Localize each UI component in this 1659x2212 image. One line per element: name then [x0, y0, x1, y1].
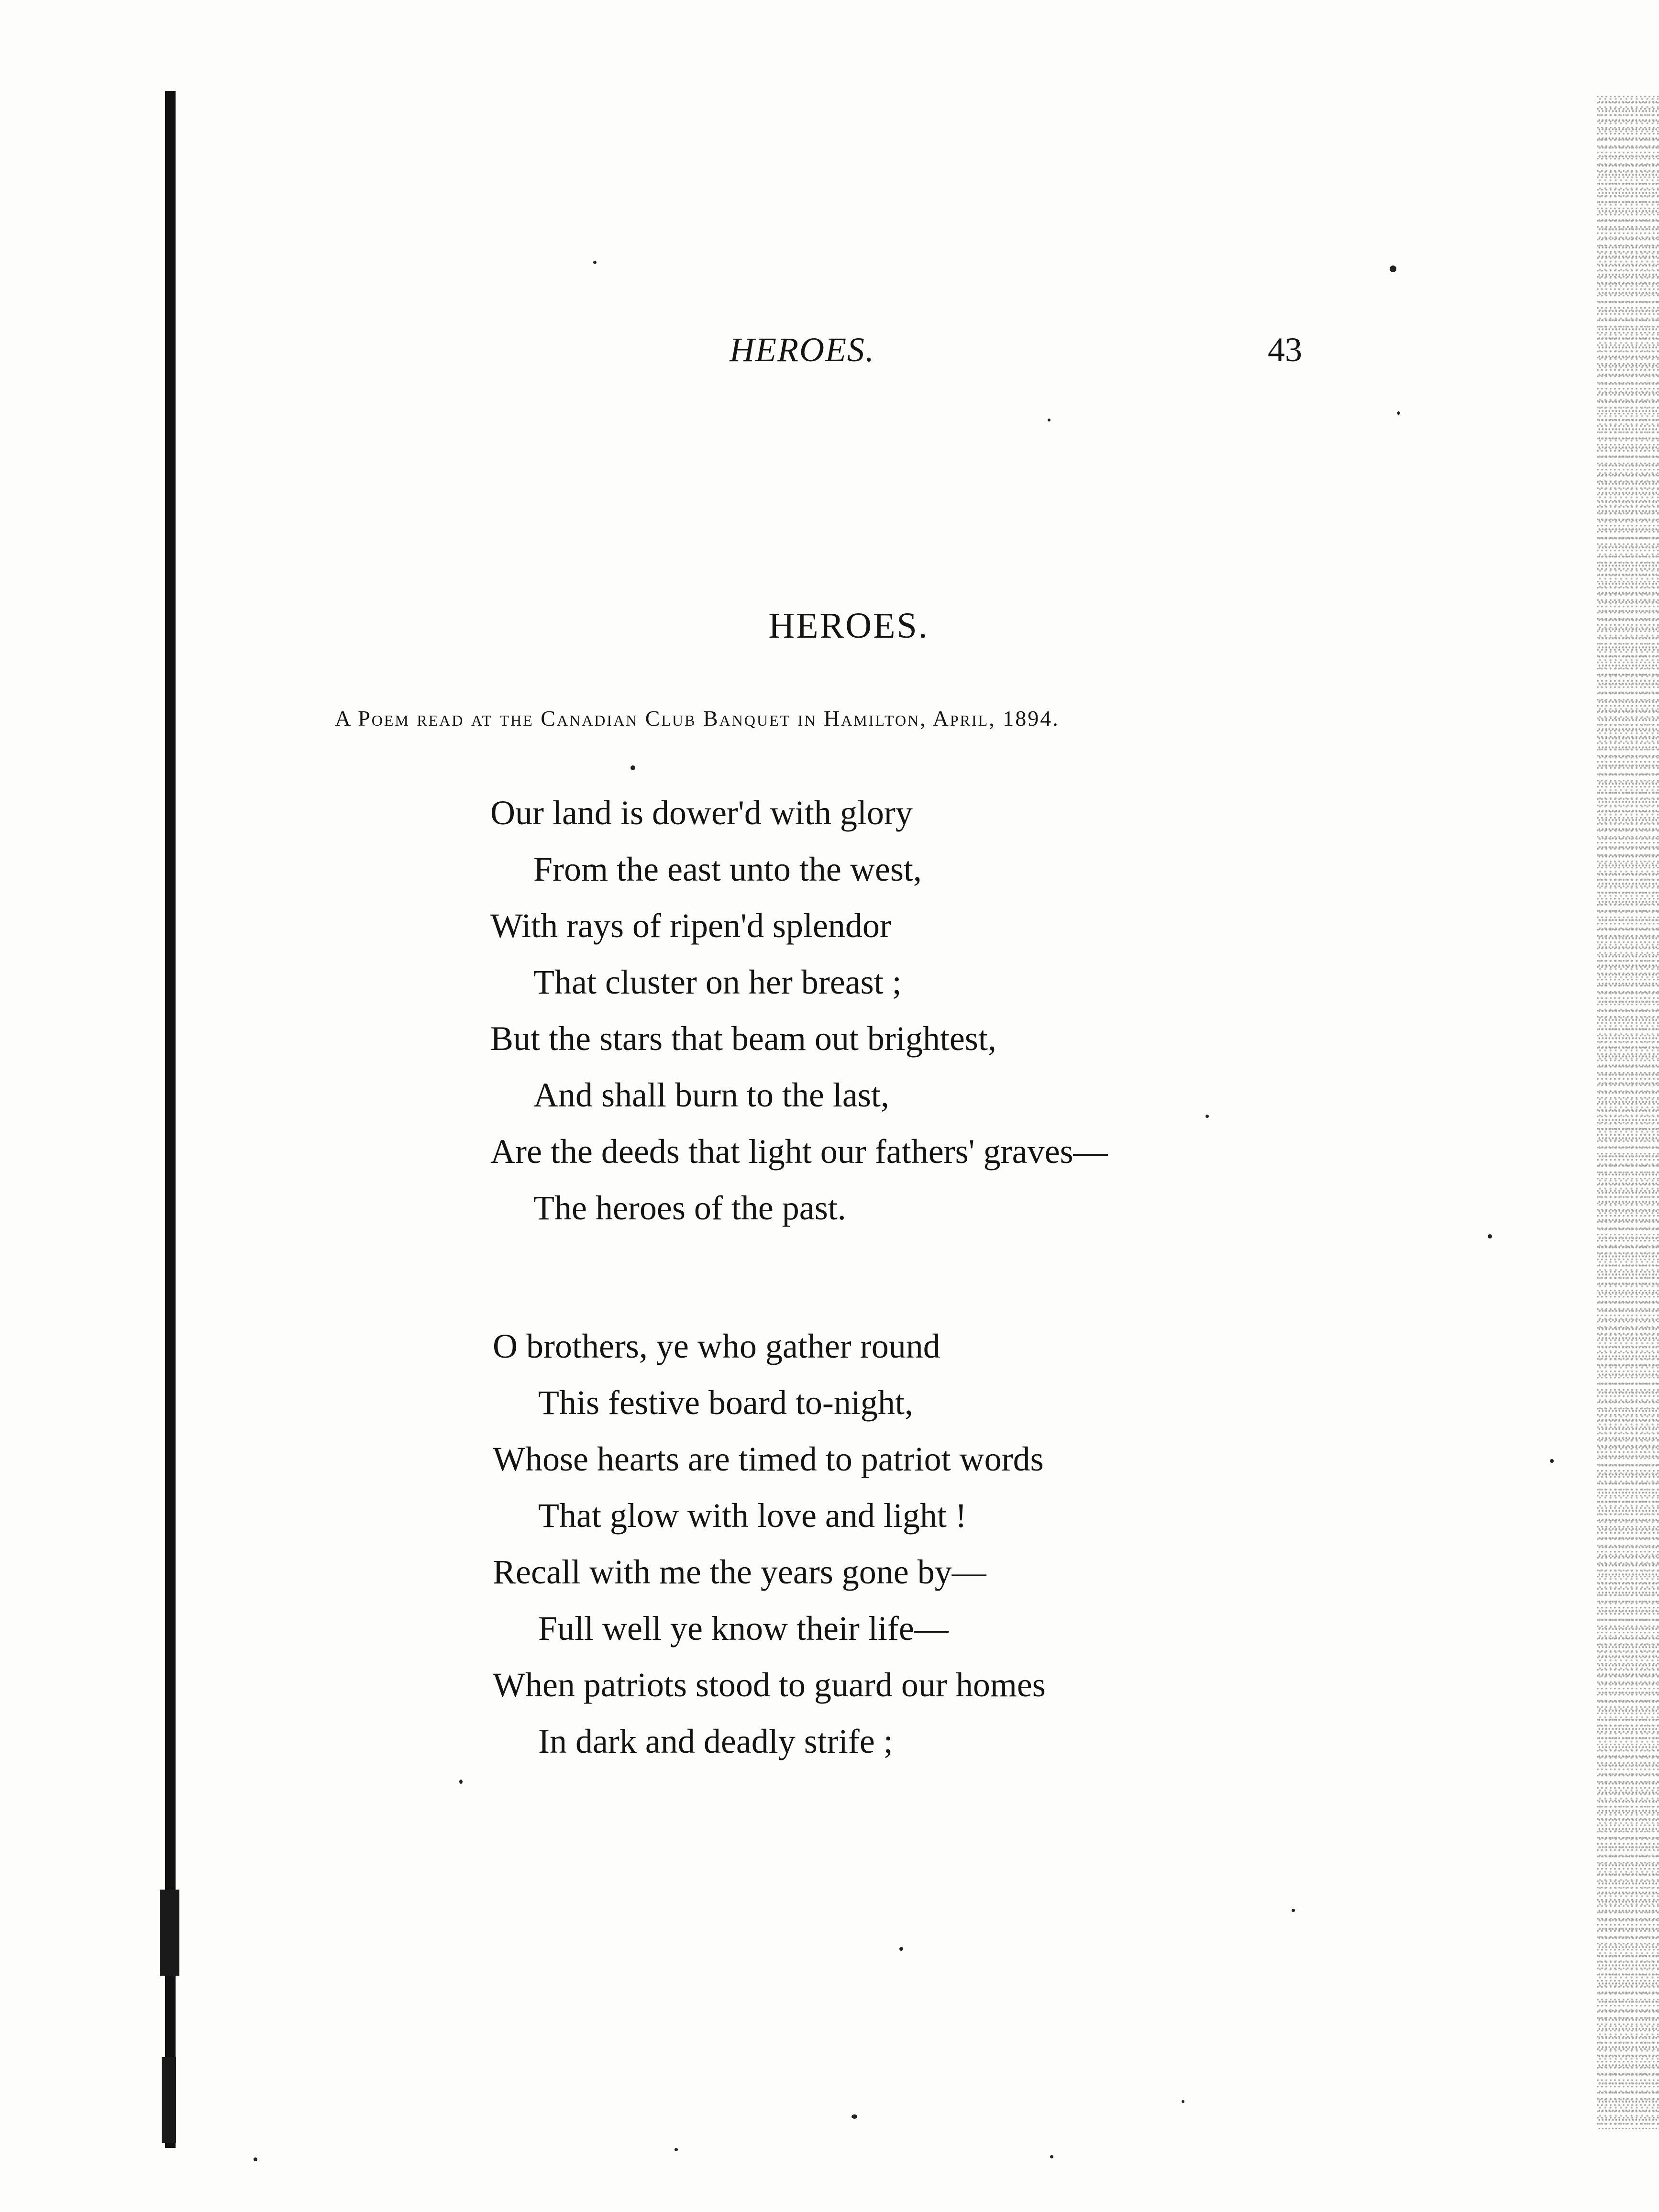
poem-line: The heroes of the past.	[533, 1189, 846, 1227]
poem-line: Recall with me the years gone by—	[493, 1553, 986, 1591]
poem-line: From the east unto the west,	[533, 850, 922, 888]
print-speck	[630, 765, 635, 770]
poem-line: This festive board to-night,	[538, 1383, 913, 1422]
binding-fragment	[160, 1890, 179, 1976]
poem-line: Whose hearts are timed to patriot words	[493, 1440, 1044, 1478]
page-edge-noise	[1597, 96, 1659, 2129]
poem-line: O brothers, ye who gather round	[493, 1327, 940, 1365]
poem-line: Full well ye know their life—	[538, 1609, 949, 1648]
poem-line: But the stars that beam out brightest,	[490, 1019, 996, 1058]
stanza-2	[493, 1318, 1046, 1770]
binding-fragment	[162, 2057, 176, 2143]
binding-shadow	[165, 91, 176, 2148]
poem-line: In dark and deadly strife ;	[538, 1722, 893, 1760]
poem-title: HEROES.	[768, 606, 929, 646]
print-speck	[1397, 411, 1400, 415]
page-number: 43	[1268, 331, 1302, 369]
poem-line: When patriots stood to guard our homes	[493, 1666, 1046, 1704]
print-speck	[1488, 1234, 1492, 1239]
print-speck	[254, 2157, 257, 2161]
print-speck	[1050, 2155, 1053, 2158]
print-speck	[899, 1947, 903, 1951]
poem-line: Our land is dower'd with glory	[490, 794, 913, 832]
print-speck	[1292, 1909, 1295, 1912]
poem-line: With rays of ripen'd splendor	[490, 907, 891, 945]
poem-line: And shall burn to the last,	[533, 1076, 889, 1114]
print-speck	[459, 1780, 463, 1784]
print-speck	[1048, 419, 1051, 421]
poem-line: That glow with love and light !	[538, 1496, 967, 1535]
print-speck	[852, 2114, 857, 2119]
stanza-1	[490, 785, 1108, 1236]
print-speck	[1206, 1115, 1209, 1118]
print-speck	[675, 2148, 678, 2151]
print-speck	[1182, 2100, 1184, 2103]
print-speck	[1550, 1459, 1554, 1463]
poem-subtitle: A Poem read at the Canadian Club Banquet in Hamilton, April, 1894.	[335, 706, 1060, 730]
running-head: HEROES.	[730, 331, 875, 369]
poem-line: That cluster on her breast ;	[533, 963, 902, 1001]
poem-line: Are the deeds that light our fathers' graves—	[490, 1132, 1108, 1171]
print-speck	[1390, 265, 1396, 272]
print-speck	[593, 261, 597, 264]
